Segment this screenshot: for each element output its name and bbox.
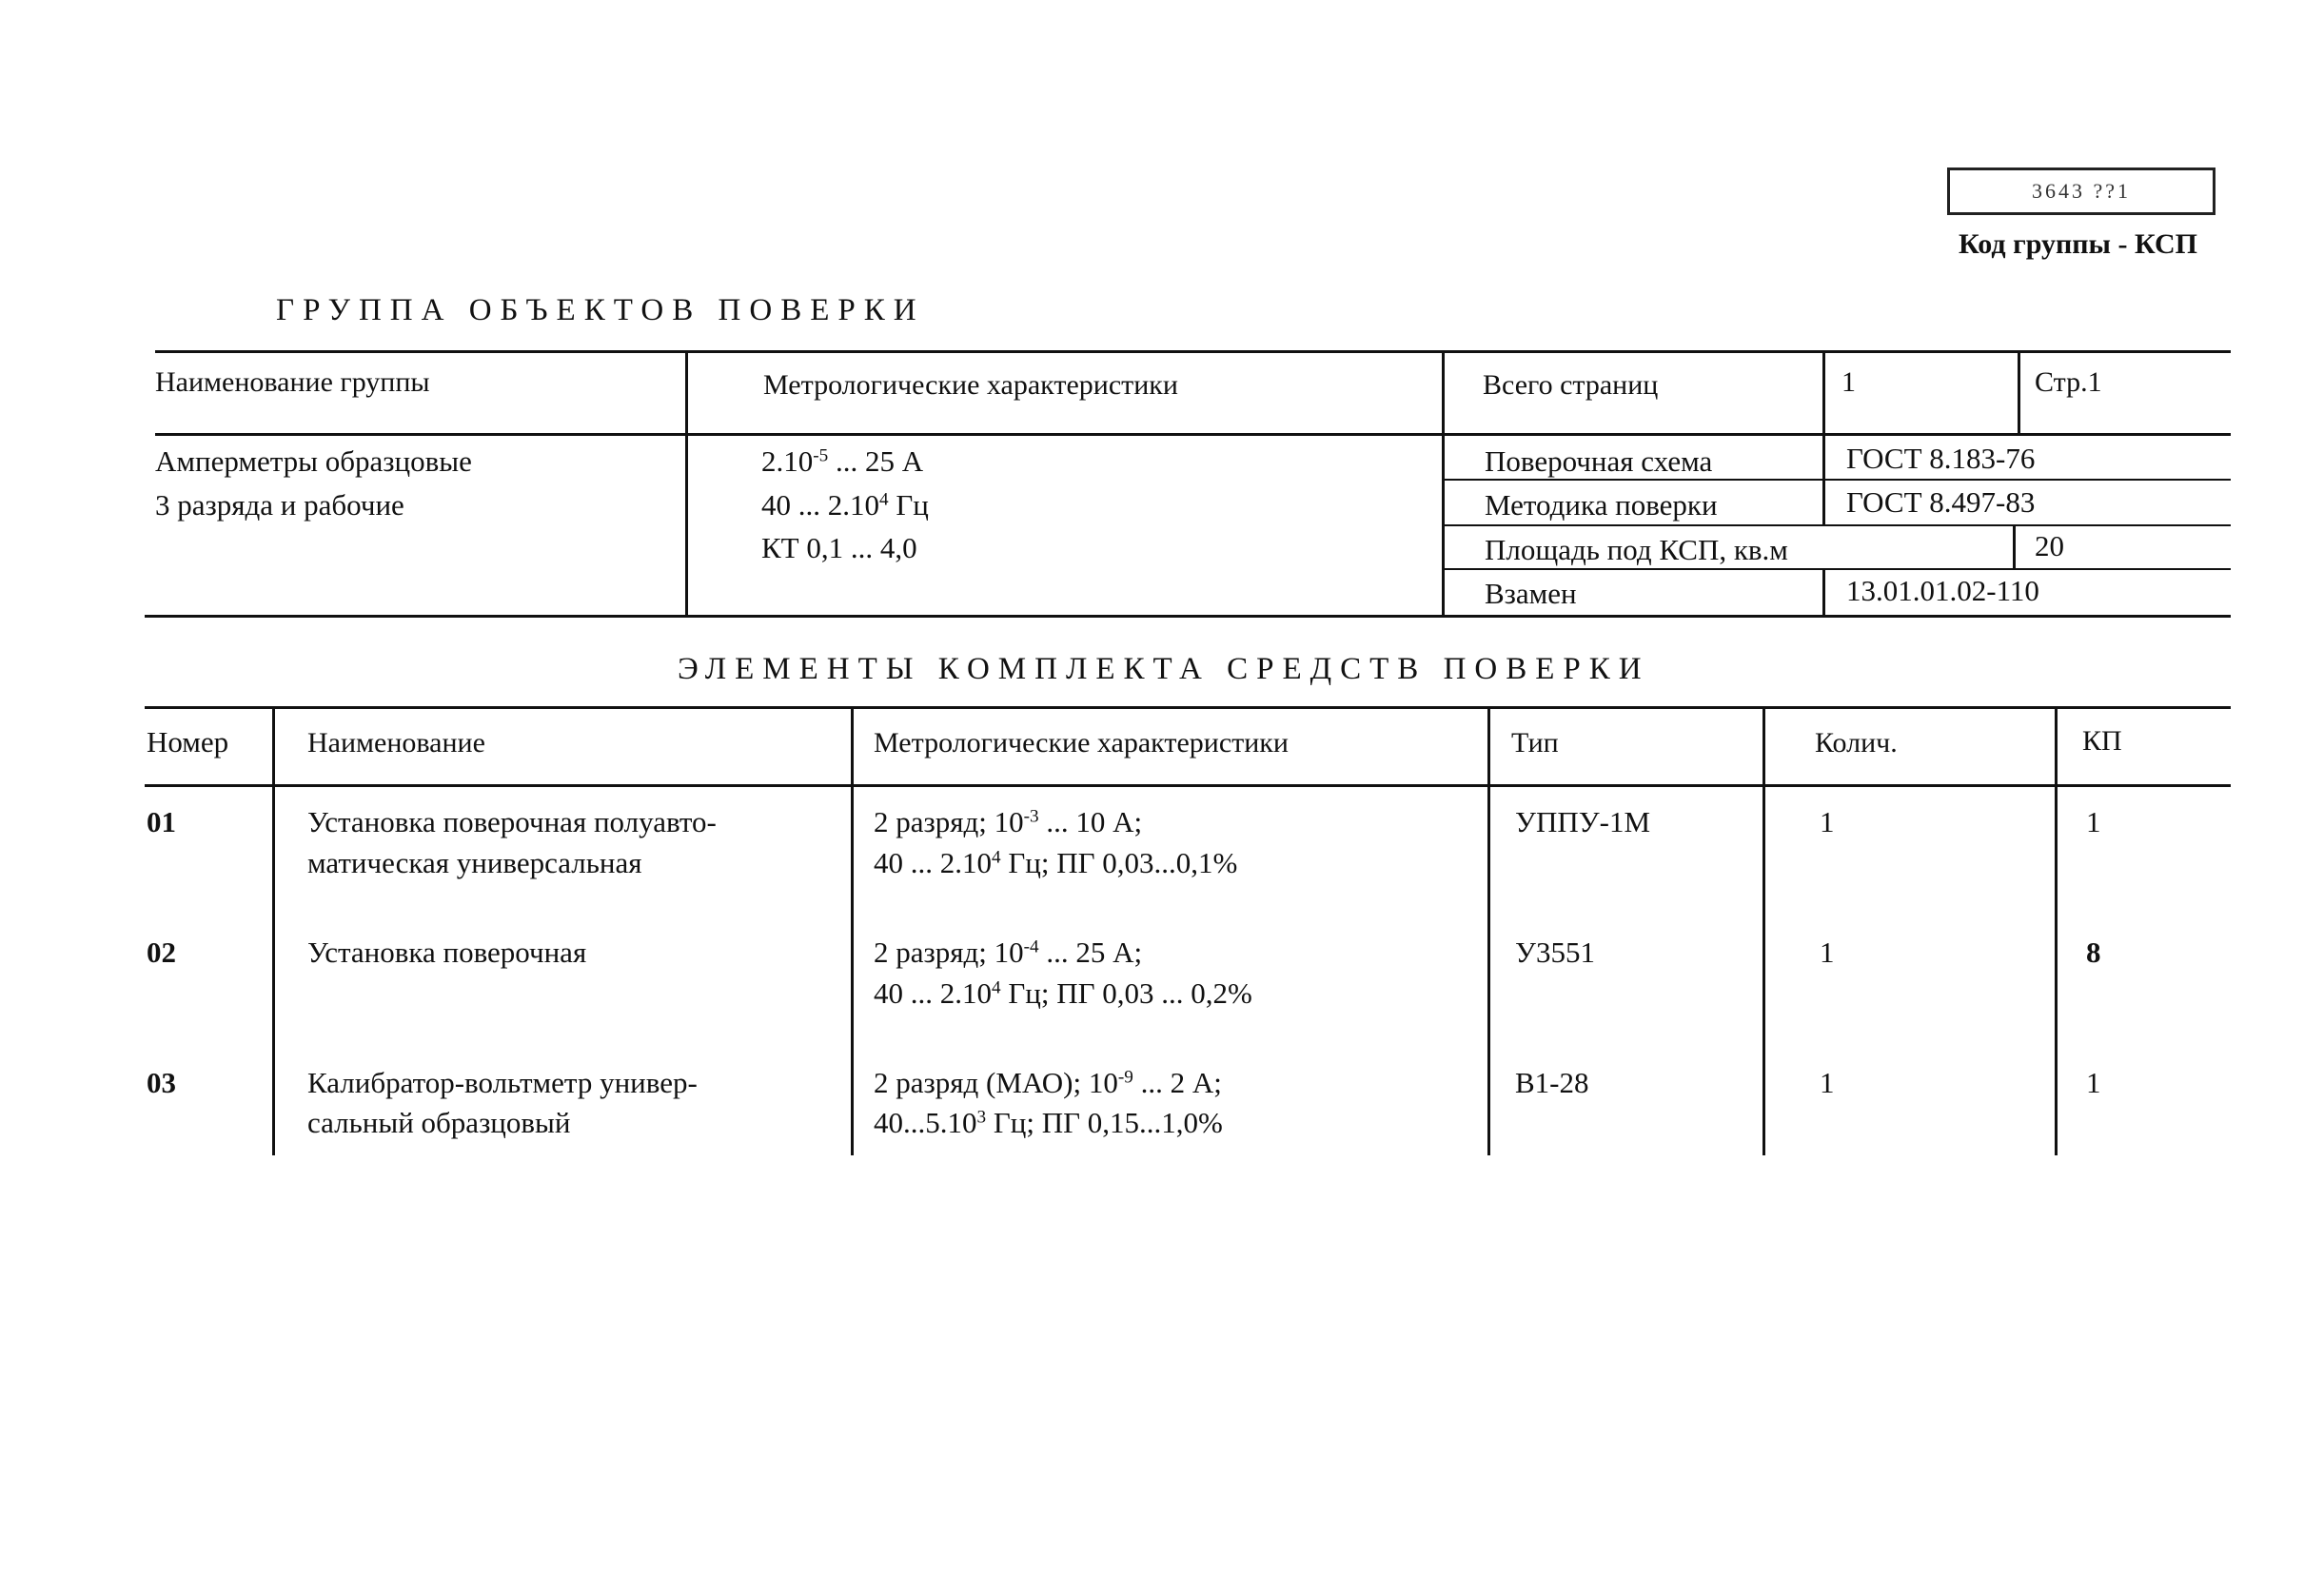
method-value: ГОСТ 8.497-83 <box>1846 485 2036 519</box>
header-type: Тип <box>1511 727 1559 759</box>
group-char-line3: КТ 0,1 ... 4,0 <box>761 531 917 564</box>
row-type: В1-28 <box>1515 1066 1589 1099</box>
stamp-code: 3643 ??1 <box>2031 179 2132 203</box>
group-table-top-line <box>155 350 2231 353</box>
row-char-line1: 2 разряд (МАО); $10^{-9}$ ... 2 А; <box>874 1066 1222 1099</box>
header-kp: КП <box>2082 725 2122 757</box>
elements-vline-3 <box>1487 706 1490 1155</box>
row-type: У3551 <box>1515 936 1595 969</box>
stamp-box <box>1947 167 2215 215</box>
group-code: Код группы - КСП <box>1959 228 2197 260</box>
elements-vline-5 <box>2055 706 2058 1155</box>
group-table-vline-5 <box>2013 524 2016 568</box>
row-number: 02 <box>147 936 176 969</box>
group-table-vline-1 <box>685 350 688 618</box>
elements-vline-4 <box>1762 706 1765 1155</box>
elements-vline-2 <box>851 706 854 1155</box>
row-name-line1: Калибратор-вольтметр универ- <box>307 1066 698 1099</box>
header-total-pages-value: 1 <box>1841 366 1856 398</box>
header-total-pages-label: Всего страниц <box>1483 369 1659 401</box>
row-name-line1: Установка поверочная полуавто- <box>307 805 717 838</box>
replace-value: 13.01.01.02-110 <box>1846 574 2039 607</box>
row-name-line2: сальный образцовый <box>307 1106 571 1139</box>
scheme-label: Поверочная схема <box>1485 444 1713 478</box>
method-label: Методика поверки <box>1485 488 1718 522</box>
group-table-row-line-1 <box>1444 479 2231 481</box>
group-table-vline-2 <box>1442 350 1445 618</box>
row-char-line2: 40 ... 2.10$^4$ Гц; ПГ 0,03 ... 0,2% <box>874 976 1252 1010</box>
header-metrology: Метрологические характеристики <box>874 727 1289 759</box>
group-table-bottom-line <box>145 615 2231 618</box>
elements-vline-1 <box>272 706 275 1155</box>
row-kp: 8 <box>2086 936 2101 969</box>
row-name-line1: Установка поверочная <box>307 936 587 969</box>
group-table-vline-3b <box>1822 568 1825 618</box>
scheme-value: ГОСТ 8.183-76 <box>1846 442 2036 475</box>
row-char-line2: 40 ... 2.10$^4$ Гц; ПГ 0,03...0,1% <box>874 846 1238 879</box>
row-char-line1: 2 разряд; $10^{-4}$ ... 25 А; <box>874 936 1143 969</box>
header-name: Наименование <box>307 727 485 759</box>
row-qty: 1 <box>1820 936 1835 969</box>
row-number: 01 <box>147 805 176 838</box>
group-name-line2: 3 разряда и рабочие <box>155 488 404 522</box>
row-kp: 1 <box>2086 805 2101 838</box>
replace-label: Взамен <box>1485 577 1577 610</box>
row-type: УППУ-1М <box>1515 805 1651 838</box>
area-label: Площадь под КСП, кв.м <box>1485 533 1788 566</box>
group-table-row-line-2 <box>1444 524 2231 526</box>
row-kp: 1 <box>2086 1066 2101 1099</box>
row-char-line2: 40...5.10$^3$ Гц; ПГ 0,15...1,0% <box>874 1106 1223 1139</box>
group-table-header-line <box>155 433 2231 436</box>
group-table-vline-3 <box>1822 350 1825 525</box>
elements-table-top-line <box>145 706 2231 709</box>
area-value: 20 <box>2035 529 2064 562</box>
row-name-line2: матическая универсальная <box>307 846 642 879</box>
group-name-line1: Амперметры образцовые <box>155 444 472 478</box>
group-table-vline-4 <box>2018 350 2020 433</box>
group-title: ГРУППА ОБЪЕКТОВ ПОВЕРКИ <box>276 293 925 327</box>
row-qty: 1 <box>1820 805 1835 838</box>
row-number: 03 <box>147 1066 176 1099</box>
header-page: Стр.1 <box>2035 366 2102 398</box>
header-number: Номер <box>147 725 229 759</box>
header-group-name: Наименование группы <box>155 366 430 398</box>
group-char-line2: 40 ... 2.10$^4$ Гц <box>761 488 929 522</box>
elements-table-header-line <box>145 784 2231 787</box>
elements-title: ЭЛЕМЕНТЫ КОМПЛЕКТА СРЕДСТВ ПОВЕРКИ <box>678 652 1650 686</box>
row-qty: 1 <box>1820 1066 1835 1099</box>
header-group-metrology: Метрологические характеристики <box>763 369 1178 401</box>
group-char-line1: $2.10^{-5}$ ... 25 А <box>761 444 924 478</box>
group-table-row-line-3 <box>1444 568 2231 570</box>
header-qty: Колич. <box>1815 727 1898 759</box>
row-char-line1: 2 разряд; $10^{-3}$ ... 10 А; <box>874 805 1143 838</box>
